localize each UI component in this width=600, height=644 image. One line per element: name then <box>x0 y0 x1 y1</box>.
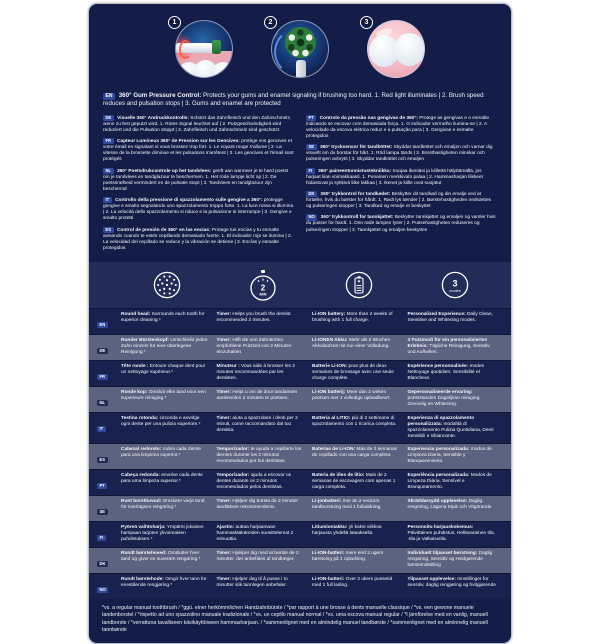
cell-title: Minuteur : <box>216 364 240 370</box>
feature-cell <box>217 390 313 409</box>
li-ion-battery-icon <box>311 269 407 303</box>
feature-text: Beskytter dit tandkød og din emalje ved at fortælle, hvis du børster for hårdt. 1. Rødt lys tænder | 2. Børstehastigheden nedsættes og pulseringen stopper | 3. Tandkød og emalje er beskyttet <box>306 191 491 210</box>
language-badge: SE <box>306 144 317 150</box>
cell-title: 3 Putzmodi für ein personalisiertes Erlebnis: <box>407 338 488 350</box>
feature-cell <box>217 416 313 440</box>
cell-title: Li-ION-batteri: <box>312 577 345 583</box>
language-badge: IT <box>103 197 112 203</box>
cell-title: Temporizador: <box>216 447 250 453</box>
cell-title: Timer: <box>216 338 232 344</box>
feature-cell <box>408 499 504 518</box>
cell-text: Entoure chaque dent pour un nettoyage supérieur.* <box>121 364 206 376</box>
feature-cell <box>408 338 504 357</box>
description-it <box>103 197 294 223</box>
feature-cell <box>312 416 408 440</box>
cell-title: Li-IONEN Akku: <box>312 338 348 344</box>
feature-row-fr <box>89 360 511 386</box>
feature-cell <box>217 364 313 383</box>
cell-text: Daglig rengøring, Sensitiv og Hvidgørende børsteindstilling <box>407 551 493 568</box>
feature-cell <box>121 338 217 357</box>
cell-title: Testina rotonda: <box>121 416 159 422</box>
description-section <box>89 88 511 262</box>
feature-cell <box>312 551 408 570</box>
feature-title: 360° trycksensor för tandköttet: <box>319 145 393 151</box>
language-badge: DE <box>103 115 114 121</box>
cell-text: Más de 2 semanas de cepillado con una carga completa. <box>312 447 398 459</box>
tooth-graphic <box>394 33 425 66</box>
feature-cell <box>121 390 217 409</box>
feature-cell <box>408 447 504 466</box>
feature-cell <box>121 551 217 570</box>
language-badge: FI <box>97 535 106 541</box>
feature-title: Capteur Lumineux 360° de Pression sur les Gencives: <box>116 139 240 145</box>
description-no <box>306 214 497 233</box>
feature-title: 360° Gum Pressure Control: <box>118 92 202 99</box>
language-badge-cell <box>97 390 121 409</box>
feature-cell <box>121 364 217 383</box>
feature-text: Protege as gengivas e o esmalte indicando se escovar com demasiada força. 1. O indicador vermelho ilumina-se | 2. A velocidade da escova elétrica reduz e a pulsação para | 3. Gengivas e esmalte protegidos <box>306 115 490 140</box>
language-badge-cell <box>97 525 121 544</box>
step-number-badge: 1 <box>168 16 181 29</box>
cell-text: Hilft die von Zahnärzten empfohlene Putzzeit von 2 Minuten einzuhalten. <box>216 338 292 356</box>
cell-text: auttaa harjaamaan hammaslääkäreiden suosittelemat 2 minuuttia. <box>216 525 294 542</box>
feature-cell <box>121 525 217 544</box>
feature-cell <box>312 473 408 492</box>
description-fi <box>306 168 497 187</box>
cell-text: Modos de Limpeza Diária, Sensível e Branqueamento. <box>407 473 492 490</box>
cell-text: envolve cada dente para uma limpeza superior.* <box>121 473 203 485</box>
modes-icon <box>407 269 503 303</box>
feature-title: 360° trykkontroll for tannkjøttet: <box>320 215 394 221</box>
cell-text: ajuda a escovar os dentes durante os 2 minutos recomendados pelos dentistas. <box>216 473 292 490</box>
tooth-graphic <box>212 62 233 78</box>
feature-row-de <box>89 334 511 360</box>
step-number-badge: 2 <box>264 16 277 29</box>
feature-row-no <box>89 573 511 599</box>
cell-title: Pyöreä vaihtoharja: <box>121 525 166 531</box>
cell-title: Litiumioniakku: <box>312 525 348 531</box>
cell-text: Daily Clean, Sensitive and Whitening modes. <box>407 312 493 324</box>
language-badge-cell <box>97 364 121 383</box>
cell-title: Rundt børstehoved: <box>121 551 167 557</box>
figure-red-light <box>172 19 233 78</box>
cell-title: Experiencia personalizada: <box>407 447 470 453</box>
footnote: *vs. a regular manual toothbrush / *ggü. einer herkömmlichen Handzahnbürste / *par rapport à une brosse à dents manuelle classique / *vs. een gewone manuele tandenborstel / *rispetto ad uno spazzolino manuale tradizionale / *vs. un cepillo manual normal / *vs. uma escova manual regular / *I jämförelse med en vanlig, manuell tandborste / *verrattuna tavalliseen käsikäyttöiseen hammasharjaan. / *sammenlignet med en almindelig manuel tandbørste / *sammenlignet med en alminnelig manuell tannbørste <box>102 605 488 633</box>
feature-cell <box>217 338 313 357</box>
feature-cell <box>121 312 217 331</box>
bristles-graphic <box>212 40 221 54</box>
feature-row-se <box>89 495 511 521</box>
description-en <box>103 92 497 109</box>
language-badge-cell <box>97 416 121 440</box>
description-nl <box>103 168 294 194</box>
cell-text: Hjælper dig med at børste de 2 minutter, der anbefales af tandlæger. <box>216 551 299 563</box>
feature-icons-band <box>89 262 511 308</box>
feature-cell <box>408 577 504 596</box>
cell-text: Mais de 2 semanas de escovagem com apenas 1 carga completa. <box>312 473 396 490</box>
cell-text: Hjälper dig borsta de 2 minuter tandläkare rekommenderar. <box>216 499 299 511</box>
cell-title: Baterías de Li-ION: <box>312 447 356 453</box>
feature-cell <box>312 364 408 383</box>
healthy-teeth-illustration <box>367 20 425 78</box>
feature-text: Beskytter tannkjøttet og emaljen og varsler hvis du pusser for hardt. 1. Den røde lampen lyser | 2. Pussehastigheten reduseres og pulseringen stopper | 3. Tannkjøttet og emaljen beskyttes <box>306 215 496 233</box>
feature-cell <box>408 551 504 570</box>
language-badge: ES <box>97 457 108 463</box>
feature-text: Protects your gums and enamel signaling if brushing too hard. 1. Red light illuminates | 2. Brush speed reduces and pulsation stops | 3. Gums and enamel are protected <box>103 92 484 108</box>
language-badge-cell <box>97 447 121 466</box>
description-se <box>306 144 497 163</box>
cell-text: circonda e avvolge ogni dente per una pulizia superiore.* <box>121 416 201 428</box>
round-brush-head-icon <box>119 269 215 303</box>
language-badge: SE <box>97 509 108 515</box>
language-badge: FI <box>306 168 315 174</box>
description-dk <box>306 191 497 210</box>
feature-cell <box>217 312 313 331</box>
cell-text: te ayuda a cepillarte los dientes durante los 2 minutos recomendados por los dentistas. <box>216 447 302 464</box>
cell-text: Tägliche Reinigung, Sensitiv und Aufhellen. <box>407 344 490 356</box>
feature-text: geeft aan wanneer je te hard poetst om je tandvlees en tandglazuur te beschermen. 1. Het rode lampje licht op | 2. De poetssnelheid vermindert en de pulsatie stopt | 3. Tandvlees en tandglazuur zijn beschermd <box>103 168 289 192</box>
cell-title: Li-ION-batteri: <box>312 551 345 557</box>
language-badge: PT <box>306 115 316 121</box>
cell-text: aiuta a spazzolare i denti per 2 minuti, come raccomandato dal tuo dentista. <box>216 416 298 434</box>
cell-text: Innstillinger for sensitiv, daglig rengjøring og hvitgjørende <box>407 577 496 589</box>
red-ring-graphic <box>179 40 192 59</box>
description-pt <box>306 115 497 141</box>
feature-title: Controllo della pressione di spazzolamento sulle gengive a 360°: <box>115 198 263 204</box>
cell-text: Hjelper deg til å pusse i to minutter slik tannlegen anbefaler. <box>216 577 288 589</box>
cell-text: modos de Limpieza Diaria, Sensible y Blanqueamiento. <box>407 447 492 464</box>
feature-row-es <box>89 443 511 469</box>
cell-title: Skräddarsydd upplevelse: <box>407 499 468 505</box>
feature-cell <box>312 338 408 357</box>
feature-row-nl <box>89 386 511 412</box>
cell-text: più di 2 settimane di spazzolamento con 1 ricarica completa. <box>312 416 397 428</box>
cell-title: Runt borsthuvud: <box>121 499 162 505</box>
cell-title: Runder Bürstenkopf: <box>121 338 169 344</box>
description-grid <box>103 115 497 256</box>
language-badge-cell <box>97 338 121 357</box>
language-badge: FR <box>97 374 108 380</box>
description-fr <box>103 138 294 164</box>
feature-title: Controlo da pressão nas gengivas de 360°: <box>319 115 418 121</box>
language-badge-cell <box>97 312 121 331</box>
cell-title: Batteria al LITIO: <box>312 416 351 422</box>
feature-text: Skyddar tandköttet och emaljen och varnar dig visuellt om du borstar för hårt. 1. Röd lampa tänds | 2. Borsthastigheten minskar och pulseringen avbryts | 3. Skyddar tandköttet och emaljen <box>306 145 493 163</box>
description-column-left <box>103 115 294 256</box>
cell-title: Expérience personnalisée: <box>407 364 469 370</box>
timer-icon <box>215 269 311 303</box>
cell-title: Li-ION batterij: <box>312 390 346 396</box>
feature-row-pt <box>89 469 511 495</box>
modes-value: 3 <box>452 278 458 289</box>
feature-cell <box>121 499 217 518</box>
cell-text: More than 2 weeks of brushing with 1 full charge. <box>312 312 393 324</box>
figure-gums-protected <box>364 19 425 78</box>
feature-title: Control de presión de 360° en las encías: <box>116 227 211 233</box>
language-badge: DK <box>306 191 317 197</box>
cell-text: Mehr als 2 Wochen Akkulaufzeit mit nur einer Volladung. <box>312 338 391 350</box>
cell-text: mere end 2 ugers børstning på 1 opladning. <box>312 551 384 563</box>
cell-title: Timer: <box>216 416 232 422</box>
cell-text: Helps you brush the dentist recommended 2 minutes. <box>216 312 291 324</box>
cell-text: Ympäröi jokaisen hampaan tarjoten ylivoimaisen puhdistuksen.* <box>121 525 204 542</box>
cell-text: pour plus de deux semaines de brossage avec une seule charge complète. <box>312 364 394 382</box>
cell-text: Omslutter hver tand og giver en suveræn rengøring.* <box>121 551 201 563</box>
description-de <box>103 115 294 134</box>
cell-text: Vous aide à brosser les 2 minutes recommandées par les dentistes. <box>216 364 295 382</box>
cell-title: Personalized Experience: <box>407 312 466 318</box>
cell-title: Ronde kop: <box>121 390 148 396</box>
cell-title: Tête ronde : <box>121 364 149 370</box>
feature-cell <box>408 364 504 383</box>
cell-text: Omsluit elke tand voor een superieure reiniging.* <box>121 390 206 402</box>
round-brush-head-graphic <box>285 27 316 58</box>
feature-cell <box>217 525 313 544</box>
language-badge-cell <box>97 473 121 492</box>
feature-cell <box>312 577 408 596</box>
feature-row-dk <box>89 547 511 573</box>
language-badge-cell <box>97 577 121 596</box>
feature-cell <box>408 525 504 544</box>
language-badge: EN <box>103 93 115 100</box>
cell-text: Omgir hver tann for enestående rengjøring.* <box>121 577 207 589</box>
cell-text: Daglig rengöring, Lägena Mjuk och Vitgörande <box>407 499 492 511</box>
cell-text: Over 2 ukers pussetid med 1 full lading. <box>312 577 393 589</box>
cell-title: Tilpasset opplevelse: <box>407 577 456 583</box>
feature-row-fi <box>89 521 511 547</box>
brush-stem-graphic <box>296 60 306 77</box>
feature-text: protegge gengive e smalto segnalando uno spazzolamento troppo forte. 1. La luce rossa si illumina | 2. La velocità dello spazzolamento si riduce e la pulsazione si interrompe | 3. Gengive e smalto protetti <box>103 198 294 222</box>
cell-title: Timer: <box>216 577 232 583</box>
feature-cell <box>312 447 408 466</box>
figure-speed-reduces <box>268 19 329 78</box>
cell-title: Timer: <box>216 499 232 505</box>
cell-title: Temporizador: <box>216 473 250 479</box>
cell-text: yli kaksi viikkoa harjausta yhdellä latauksella. <box>312 525 382 537</box>
language-badge: ES <box>103 227 114 233</box>
cell-title: Bateria de iões de lítio: <box>312 473 365 479</box>
description-column-right <box>306 115 497 256</box>
cell-text: Meer dan 2 weken poetsen met 1 volledige oplaadbeurt. <box>312 390 391 402</box>
language-badge-cell <box>97 551 121 570</box>
feature-cell <box>217 447 313 466</box>
feature-text: Schützt das Zahnfleisch und den Zahnschmelz, wenn zu fest geputzt wird. 1. Rotes Signal leuchtet auf | 2. Putzgeschwindigkeit wird reduziert und die Pulsation stoppt | 3. Zahnfleisch und Zahnschmelz sind geschützt <box>103 115 292 133</box>
cell-title: Li-ION battery: <box>312 312 346 318</box>
brush-on-teeth-illustration <box>175 20 233 78</box>
cell-text: rodea cada diente para una limpieza superior.* <box>121 447 201 459</box>
language-badge: DE <box>97 348 108 354</box>
cell-title: Timer: <box>216 312 232 318</box>
cell-title: Esperienza di spazzolamento personalizzata: <box>407 416 475 428</box>
language-badge: DK <box>97 561 108 567</box>
feature-row-en <box>89 308 511 334</box>
feature-cell <box>408 312 504 331</box>
feature-cell <box>312 390 408 409</box>
modes-unit: modes <box>449 289 461 294</box>
cell-title: Ajastin: <box>216 525 235 531</box>
cell-title: Individuelt tilpasset børstning: <box>407 551 478 557</box>
feature-cell <box>121 447 217 466</box>
cell-title: Rundt børstehode: <box>121 577 164 583</box>
feature-row-it <box>89 412 511 443</box>
feature-cell <box>121 577 217 596</box>
brush-head-illustration <box>271 20 329 78</box>
cell-text: modes Nettoyage quotidien, Sensibilité et Blancheur. <box>407 364 485 382</box>
feature-cell <box>312 525 408 544</box>
cell-text: modalità di spazzolamento Pulizia Quotidiana, Denti Sensibili e Sbiancante. <box>407 422 494 440</box>
feature-cell <box>408 473 504 492</box>
language-badge: NO <box>306 214 317 220</box>
feature-cell <box>312 499 408 518</box>
cell-text: Surrounds each tooth for superior cleaning.* <box>121 312 205 324</box>
cell-title: Personoitu harjauskokemus: <box>407 525 474 531</box>
feature-cell <box>312 312 408 331</box>
product-feature-card <box>88 3 512 644</box>
feature-cell <box>408 416 504 440</box>
feature-cell <box>121 416 217 440</box>
feature-text: Protege tus encías y tu esmalte avisando cuando te estés cepillando demasiado fuerte. 1. El indicador rojo se ilumina | 2. La velocidad del cepillado se reduce y la vibración se detiene | 3. Encías y esmalte protegidos <box>103 227 292 251</box>
cell-title: Timer: <box>216 390 232 396</box>
timer-value: 2 <box>260 283 266 293</box>
feature-illustrations <box>89 4 511 88</box>
feature-cell <box>408 390 504 409</box>
feature-table <box>89 308 511 599</box>
step-number-badge: 3 <box>360 16 373 29</box>
cell-text: poetsstanden Dagelijkse reiniging, Gevoelig en Whitening. <box>407 396 481 408</box>
language-badge: IT <box>97 426 106 432</box>
cell-title: Round head: <box>121 312 151 318</box>
timer-unit: MIN <box>259 292 267 297</box>
language-badge: NL <box>103 168 114 174</box>
description-es <box>103 227 294 253</box>
language-badge: NO <box>97 587 108 593</box>
cell-title: Cabezal redondo: <box>121 447 162 453</box>
feature-cell <box>217 577 313 596</box>
cell-title: Li-jonbatteri: <box>312 499 342 505</box>
feature-title: 360° paineentunnistustekniikka: <box>318 168 392 174</box>
feature-title: 360° trykkontrol for tandkødet: <box>320 191 391 197</box>
cell-text: Umschließt jeden Zahn einzeln für eine überlegene Reinigung.* <box>121 338 208 356</box>
language-badge: PT <box>97 483 107 489</box>
language-badge: FR <box>103 138 114 144</box>
feature-cell <box>217 473 313 492</box>
language-badge: EN <box>97 322 108 328</box>
cell-title: Cabeça redonda: <box>121 473 160 479</box>
feature-text: Suojaa ikeniäsi ja kiillettä hälyttämällä, jos harjaat liian voimakkaasti. 1. Punainen merkkivalo palaa | 2. Hammasharjan liikkeet hidastuvat ja sykkivä liike lakkaa | 3. Ikenet ja kiille ovat suojatut <box>306 168 483 186</box>
cell-text: Omsluter varje tand för överlägsen rengöring.* <box>121 499 205 511</box>
feature-cell <box>217 551 313 570</box>
feature-title: 360° Poetsdrukcontrole op het tandvlees: <box>116 168 212 174</box>
cell-title: Gepersonaliseerde ervaring: <box>407 390 473 396</box>
feature-text: protège vos gencives et votre émail en signalant si vous brossez trop fort. 1. Le voyant rouge s'allume | 2. La vitesse de la brossette diminue et les pulsations s'arrêtent | 3. Les gencives et l'émail sont protégés <box>103 139 294 163</box>
cell-text: Helpt u om de door tandartsen aanbevolen 2 minuten te poetsen. <box>216 390 298 402</box>
cell-title: Experiência personalizada: <box>407 473 470 479</box>
feature-cell <box>121 473 217 492</box>
feature-cell <box>217 499 313 518</box>
language-badge-cell <box>97 499 121 518</box>
cell-title: Timer: <box>216 551 232 557</box>
cell-text: mer än 2 veckors tandborstning med 1 fulladdning. <box>312 499 382 511</box>
cell-title: Batterie Li-ION: <box>312 364 348 370</box>
cell-text: Päivittäinen puhdistus, Hellävarainen tila, -tila ja Valkaisutila. <box>407 531 495 542</box>
language-badge: NL <box>97 400 108 406</box>
feature-title: Visuelle 360° Andruckkontrolle: <box>117 115 189 121</box>
